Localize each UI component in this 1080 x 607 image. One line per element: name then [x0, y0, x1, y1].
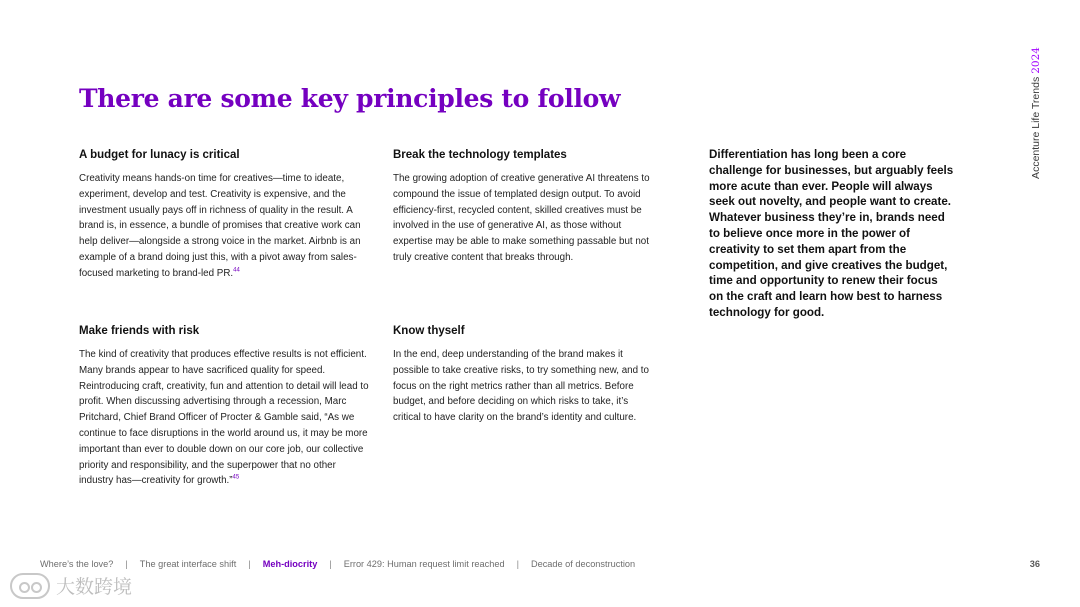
footer-separator: |	[248, 559, 251, 569]
footer-nav-item-meh-diocrity[interactable]: Meh-diocrity	[262, 559, 318, 569]
footer-nav	[40, 559, 635, 569]
section-body	[79, 171, 371, 282]
section-body-text: Creativity means hands-on time for creatives—time to ideate, experiment, develop and test. Creativity is expensive, and the investment usually pays off in richness of quality in the result. A brand is, in essence, a bundle of promises that creative work can help deliver—alongside a strong voice in the market. Airbnb is an example of a brand doing just this, with a pivot away from sales-focused marketing to brand-led PR.	[79, 173, 361, 279]
footnote-ref-45[interactable]: 45	[232, 475, 240, 482]
watermark	[10, 572, 132, 599]
report-year: 2024	[1030, 47, 1042, 74]
section-heading: Break the technology templates	[393, 149, 567, 161]
callout-quote: Differentiation has long been a core challenge for businesses, but arguably feels more acute than ever. People will always seek out novelty, and people want to create. Whatever business they’re in, brands need to believe once more in the power of creativity to set them apart from the competition, and give creatives the budget, time and opportunity to renew their focus on the craft and learn how best to harness technology for good.	[709, 148, 954, 319]
footer-separator: |	[329, 559, 332, 569]
footer-nav-item-interface-shift[interactable]: The great interface shift	[139, 559, 237, 569]
side-label	[1022, 38, 1050, 188]
watermark-text: 大数跨境	[56, 576, 133, 598]
footer-separator: |	[125, 559, 128, 569]
section-budget	[79, 149, 371, 282]
section-heading: Know thyself	[393, 325, 465, 337]
section-body: In the end, deep understanding of the brand makes it possible to take creative risks, to try something new, and to focus on the right metrics rather than all metrics. Before budget, and before deciding on which risks to take, it’s critical to have clarity on the brand’s identity and culture.	[393, 349, 649, 424]
section-know-thyself	[393, 325, 655, 426]
footer-separator: |	[516, 559, 519, 569]
footer-nav-item-deconstruction[interactable]: Decade of deconstruction	[530, 559, 636, 569]
page-number: 36	[1029, 559, 1040, 569]
footer	[40, 559, 1040, 569]
section-body: The growing adoption of creative generative AI threatens to compound the issue of templated design output. To avoid efficiency-first, recycled content, skilled creatives must be involved in the use of generative AI, as those without expertise may be able to make something passable but not truly creative content that breaks through.	[393, 173, 650, 263]
section-body-text: The kind of creativity that produces effective results is not efficient. Many brands appear to have sacrificed quality for speed. Reintroducing craft, creativity, fun and attention to detail will lead to profit. When discussing advertising through a recession, Marc Pritchard, Chief Brand Officer of Procter & Gamble said, “As we continue to face disruptions in the world around us, it may be more important than ever to double down on our core job, our collective priority and responsibility, and the superpower that no other industry has—creativity for growth.”	[79, 349, 369, 487]
section-templates	[393, 149, 663, 266]
footer-nav-item-love[interactable]: Where’s the love?	[40, 559, 114, 569]
section-friends-with-risk	[79, 325, 371, 489]
section-heading: Make friends with risk	[79, 325, 200, 337]
section-heading: A budget for lunacy is critical	[79, 149, 240, 161]
footnote-ref-44[interactable]: 44	[233, 267, 240, 274]
section-body	[79, 347, 371, 489]
report-name: Accenture Life Trends	[1030, 76, 1042, 179]
footer-nav-item-error-429[interactable]: Error 429: Human request limit reached	[343, 559, 505, 569]
watermark-logo-icon	[10, 573, 50, 599]
side-label-text	[1030, 47, 1042, 179]
page-title: There are some key principles to follow	[79, 84, 621, 113]
